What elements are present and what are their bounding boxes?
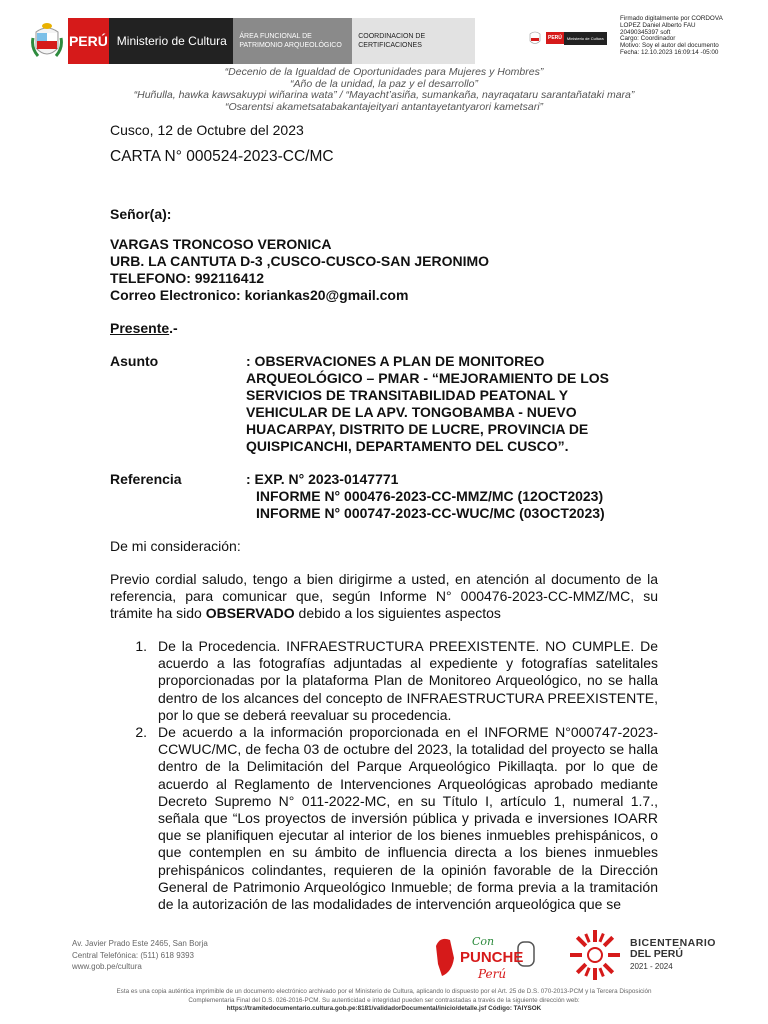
referencia-line: : EXP. N° 2023-0147771 — [246, 471, 399, 487]
list-item-number: 1. — [135, 638, 147, 654]
asunto-label: Asunto — [110, 353, 159, 369]
footer-website-link[interactable]: www.gob.pe/cultura — [72, 962, 142, 971]
footer-phone-line: Central Telefónica: (511) 618 9393 — [72, 950, 195, 960]
con-punche-peru-logo — [430, 928, 542, 988]
punche-peru-text: Perú — [478, 967, 507, 981]
presente-suffix: .- — [169, 320, 178, 336]
asunto-line: ARQUEOLÓGICO – PMAR - “MEJORAMIENTO DE LOS — [246, 370, 609, 386]
list-item — [110, 724, 658, 913]
motto-line: “Huñulla, hawka kawsakuypi wiñarina wata” / “Mayacht’asiña, sumankaña, nayraqataru sarantañataki mara” — [133, 89, 635, 101]
bicentenario-emblem-icon — [568, 928, 622, 982]
asunto-line: HUACARPAY, DISTRITO DE LUCRE, PROVINCIA DE — [246, 421, 589, 437]
recipient-address: URB. LA CANTUTA D-3 ,CUSCO-CUSCO-SAN JERONIMO — [110, 253, 490, 269]
recipient-block — [110, 236, 489, 304]
letter-date: Cusco, 12 de Octubre del 2023 — [110, 122, 304, 138]
motto-line: “Decenio de la Igualdad de Oportunidades para Mujeres y Hombres” — [224, 66, 544, 78]
area-label: ÁREA FUNCIONAL DE PATRIMONIO ARQUEOLÓGICO — [233, 18, 352, 64]
punche-word-text: PUNCHE — [460, 949, 524, 966]
motto-line: “Osarentsi akametsatabakantajeityari antantayetantyarori kametsari” — [224, 100, 544, 113]
consideracion: De mi consideración: — [110, 538, 241, 554]
digital-signature-stamp — [620, 16, 766, 57]
ministry-label: Ministerio de Cultura — [109, 18, 234, 64]
signature-line: 20490345397 soft — [620, 28, 671, 36]
asunto-line: : OBSERVACIONES A PLAN DE MONITOREO — [246, 353, 545, 369]
legal-line: Complementaria Final del D.S. 026-2016-PCM. Su autenticidad e integridad pueden ser contrastadas a través de la siguiente dirección web: — [188, 996, 580, 1004]
signature-line: Cargo: Coordinador — [620, 35, 676, 43]
header-band — [30, 18, 475, 64]
coat-of-arms-small-icon — [528, 29, 542, 47]
signature-line: LOPEZ Daniel Alberto FAU — [620, 21, 696, 29]
referencia-text — [246, 471, 605, 522]
asunto-line: QUISPICANCHI, DEPARTAMENTO DEL CUSCO”. — [246, 438, 569, 454]
punche-con-text: Con — [472, 935, 495, 948]
footer-address-line: Av. Javier Prado Este 2465, San Borja — [72, 939, 208, 948]
list-item-number: 2. — [135, 724, 147, 741]
coat-of-arms-icon — [30, 18, 64, 64]
decenio-mottos — [0, 67, 768, 113]
signature-line: Motivo: Soy el autor del documento — [620, 42, 719, 50]
signature-ministry-label: Ministerio de Cultura — [564, 32, 607, 45]
referencia-line: INFORME N° 000476-2023-CC-MMZ/MC (12OCT2023) — [256, 488, 604, 504]
asunto-line: SERVICIOS DE TRANSITABILIDAD PEATONAL Y — [246, 387, 569, 403]
intro-after: debido a los siguientes aspectos — [294, 605, 501, 622]
peru-label: PERÚ — [68, 18, 109, 64]
bicentenario-logo — [568, 928, 728, 982]
bicentenario-subtitle: DEL PERÚ — [630, 948, 683, 961]
bicentenario-title: BICENTENARIO — [630, 936, 716, 949]
list-item-text: De la Procedencia. INFRAESTRUCTURA PREEXISTENTE. NO CUMPLE. De acuerdo a las fotografías adjuntadas al expediente y fotografías satelitales proporcionadas por la plataforma Plan de Monitoreo Arqueológico, no se halla dentro de los alcances del concepto de INFRAESTRUCTURA PREEXISTENTE, por lo que se deberá reevaluar su procedencia. — [158, 638, 658, 723]
presente-heading — [110, 320, 178, 336]
signature-logo — [528, 28, 614, 48]
referencia-line: INFORME N° 000747-2023-CC-WUC/MC (03OCT2023) — [256, 505, 605, 521]
presente-text: Presente — [110, 320, 170, 336]
recipient-email: Correo Electronico: koriankas20@gmail.com — [110, 287, 409, 303]
signature-peru-label: PERÚ — [546, 32, 564, 44]
bicentenario-years: 2021 - 2024 — [630, 961, 673, 971]
intro-before: Previo cordial saludo, tengo a bien dirigirme a usted, en atención al documento de la referencia, para comunicar que, según Informe N° 000476-2023-CC-MMZ/MC, su trámite ha sido — [110, 571, 658, 622]
validation-link[interactable]: https://tramitedocumentario.cultura.gob.pe:8181/validadorDocumental/inicio/detalle.jsf Código: TAIYSOK — [226, 1005, 542, 1012]
signature-line: Firmado digitalmente por CORDOVA — [620, 15, 723, 22]
letter-number: CARTA N° 000524-2023-CC/MC — [110, 148, 334, 165]
list-item — [110, 638, 658, 724]
observations-list — [110, 638, 658, 913]
intro-bold: OBSERVADO — [205, 605, 295, 622]
intro-paragraph — [110, 571, 658, 623]
motto-line: “Año de la unidad, la paz y el desarrollo” — [290, 77, 478, 90]
coordination-label: COORDINACION DE CERTIFICACIONES — [352, 18, 475, 64]
footer-address — [72, 938, 208, 973]
legal-notice — [20, 988, 748, 1014]
recipient-phone: TELEFONO: 992116412 — [110, 270, 265, 286]
recipient-name: VARGAS TRONCOSO VERONICA — [110, 236, 332, 252]
salutation: Señor(a): — [110, 206, 172, 222]
signature-line: Fecha: 12.10.2023 16:09:14 -05:00 — [620, 48, 719, 56]
asunto-text — [246, 353, 666, 455]
asunto-line: VEHICULAR DE LA APV. TONGOBAMBA - NUEVO — [246, 404, 577, 420]
referencia-label: Referencia — [110, 471, 182, 487]
legal-line: Esta es una copia auténtica imprimible de un documento electrónico archivado por el Ministerio de Cultura, aplicando lo dispuesto por el Art. 25 de D.S. 070-2013-PCM y la Tercera Disposición — [116, 988, 652, 995]
list-item-text: De acuerdo a la información proporcionada en el INFORME N°000747-2023-CCWUC/MC, de fecha 03 de octubre del 2023, la totalidad del proyecto se halla dentro de la Delimitación del Parque Arqueológico Pikillaqta. por lo que de acuerdo al Reglamento de Intervenciones Arqueológicas aprobado mediante Decreto Supremo N° 011-2022-MC, en su Título I, artículo 1, numeral 1.7., señala que “Los proyectos de inversión pública y privada e inversiones IOARR que se planifiquen ejecutar al interior de los bienes inmuebles prehispánicos, o que contemplen en su ámbito de influencia directa a los bienes inmuebles prehispánicos colindantes, requieren de la opinión favorable de la Dirección General de Patrimonio Arqueológico Inmueble; de forma previa a la tramitación de la autorización de las modalidades de intervención arqueológica que se — [158, 724, 658, 913]
